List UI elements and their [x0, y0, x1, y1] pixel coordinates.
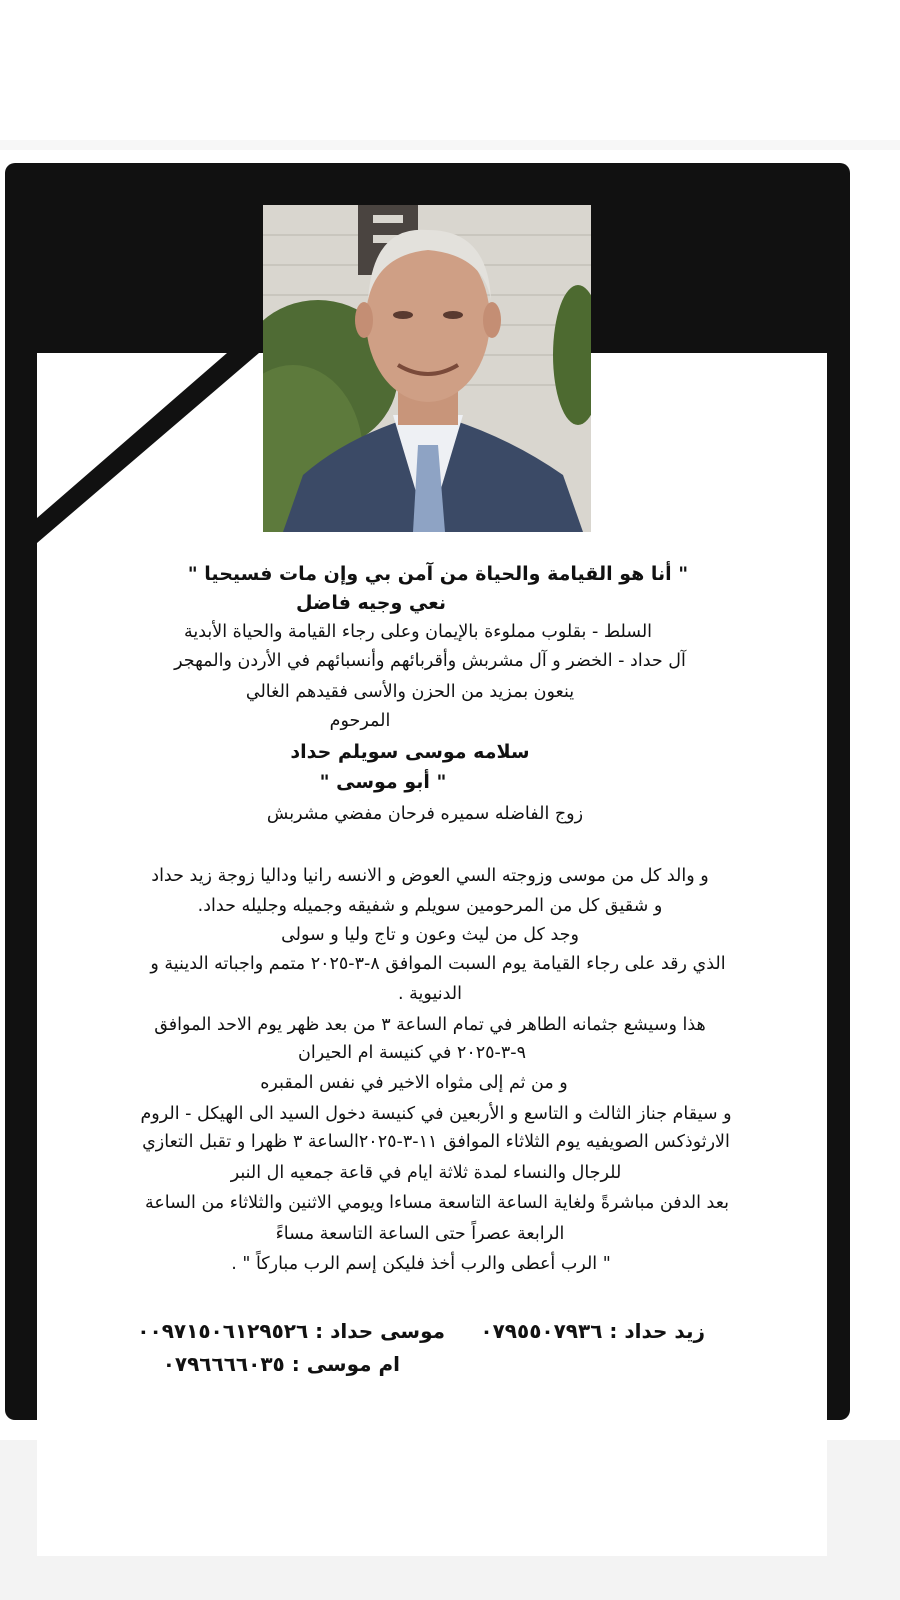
body-line: الذي رقد على رجاء القيامة يوم السبت الموافق ٨-٣-٢٠٢٥ متمم واجباته الدينية و — [150, 954, 726, 974]
body-line: و شقيق كل من المرحومين سويلم و شفيقه وجميله وجليله حداد. — [197, 896, 663, 916]
deceased-photo — [263, 205, 591, 532]
intro-line: آل حداد - الخضر و آل مشربش وأقربائهم وأنسبائهم في الأردن والمهجر — [174, 651, 686, 671]
top-band — [0, 140, 900, 150]
body-line: للرجال والنساء لمدة ثلاثة ايام في قاعة جمعيه ال النبر — [230, 1163, 622, 1183]
body-line: و سيقام جناز الثالث و التاسع و الأربعين في كنيسة دخول السيد الى الهيكل - الروم — [140, 1104, 732, 1124]
body-line: الدنيوية . — [398, 984, 462, 1004]
body-line: " الرب أعطى والرب أخذ فليكن إسم الرب مباركاً " . — [231, 1254, 611, 1274]
body-line: الرابعة عصراً حتى الساعة التاسعة مساءً — [275, 1224, 565, 1244]
contact-um-musa: ام موسى : ٠٧٩٦٦٦٦٠٣٥ — [162, 1352, 400, 1376]
verse-top: " أنا هو القيامة والحياة من آمن بي وإن مات فسيحيا " — [187, 563, 689, 585]
intro-line: السلط - بقلوب مملوءة بالإيمان وعلى رجاء القيامة والحياة الأبدية — [183, 622, 653, 642]
body-line: بعد الدفن مباشرةً ولغاية الساعة التاسعة مساءا ويومي الاثنين والثلاثاء من الساعة — [144, 1193, 730, 1213]
intro-line: ينعون بمزيد من الحزن والأسى فقيدهم الغالي — [245, 682, 575, 702]
body-line: وجد كل من ليث وعون و تاج وليا و سولى — [281, 925, 579, 945]
body-line: و والد كل من موسى وزوجته السي العوض و الانسه رانيا وداليا زوجة زيد حداد — [151, 866, 709, 886]
body-line: ٩-٣-٢٠٢٥ في كنيسة ام الحيران — [297, 1043, 527, 1063]
spouse-line: زوج الفاضله سميره فرحان مفضي مشربش — [266, 804, 584, 824]
contact-musa: موسى حداد : ٠٠٩٧١٥٠٦١٢٩٥٢٦ — [137, 1319, 445, 1343]
body-line: و من ثم إلى مثواه الاخير في نفس المقبره — [260, 1073, 568, 1093]
announcer-heading: نعي وجيه فاضل — [296, 592, 446, 614]
deceased-nickname: " أبو موسى " — [319, 771, 447, 793]
body-line: الارثوذكس الصويفيه يوم الثلاثاء الموافق ١١-٣-٢٠٢٥الساعة ٣ ظهرا و تقبل التعازي — [142, 1132, 730, 1152]
intro-line: المرحوم — [329, 711, 391, 731]
body-line: هذا وسيشع جثمانه الطاهر في تمام الساعة ٣ من بعد ظهر يوم الاحد الموافق — [154, 1015, 706, 1035]
contact-zaid: زيد حداد : ٠٧٩٥٥٠٧٩٣٦ — [480, 1319, 705, 1343]
deceased-name: سلامه موسى سويلم حداد — [290, 741, 530, 763]
